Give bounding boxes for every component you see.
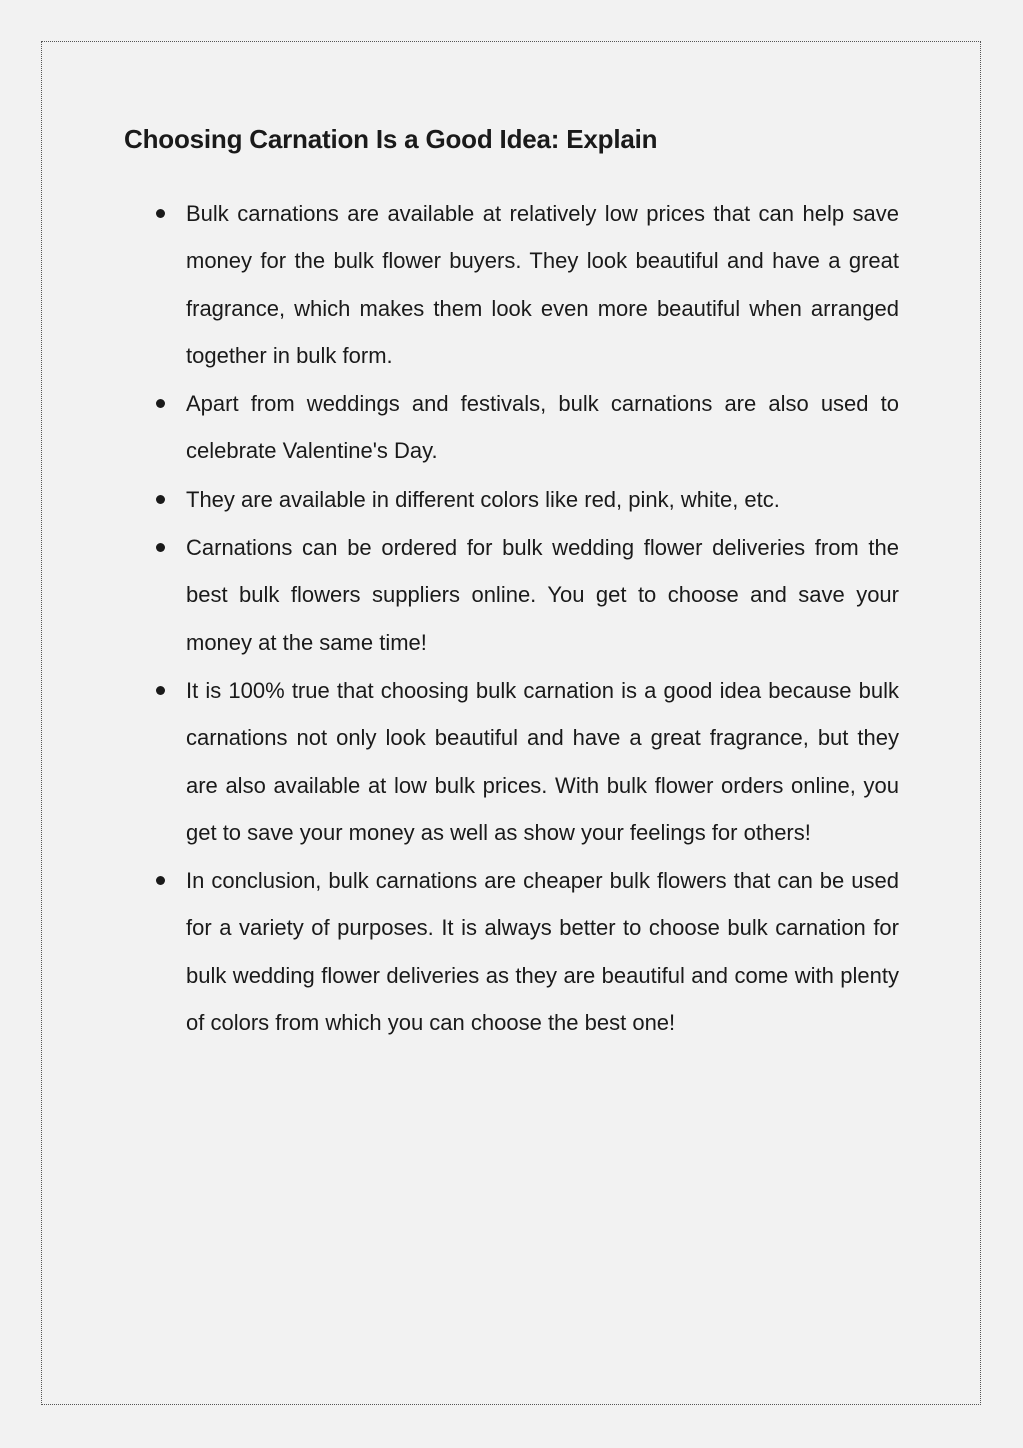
list-item-text: In conclusion, bulk carnations are cheaper bulk flowers that can be used for a variety of purposes. It is always better to choose bulk carnation for bulk wedding flower deliveries as they are beautiful and come with plenty of colors from which you can choose the best one! [186, 868, 899, 1036]
list-item [186, 857, 899, 1046]
bullet-icon [156, 209, 165, 218]
list-item [186, 524, 899, 666]
list-item-text: It is 100% true that choosing bulk carnation is a good idea because bulk carnations not only look beautiful and have a great fragrance, but they are also available at low bulk prices. With bulk flower orders online, you get to save your money as well as show your feelings for others! [186, 677, 899, 845]
page-title: Choosing Carnation Is a Good Idea: Explain [124, 124, 658, 154]
list-item [186, 476, 899, 523]
list-item [186, 190, 899, 379]
list-item [186, 667, 899, 856]
bullet-icon [156, 686, 165, 695]
list-item [186, 380, 899, 475]
list-item-text: Apart from weddings and festivals, bulk carnations are also used to celebrate Valentine's Day. [186, 391, 899, 464]
bullet-icon [156, 495, 165, 504]
list-item-text: Bulk carnations are available at relatively low prices that can help save money for the bulk flower buyers. They look beautiful and have a great fragrance, which makes them look even more beautiful when arranged together in bulk form. [186, 201, 899, 368]
list-item-text: Carnations can be ordered for bulk wedding flower deliveries from the best bulk flowers suppliers online. You get to choose and save your money at the same time! [186, 535, 899, 655]
list-item-text: They are available in different colors like red, pink, white, etc. [186, 486, 780, 512]
bullet-list [186, 190, 899, 1047]
bullet-icon [156, 543, 165, 552]
